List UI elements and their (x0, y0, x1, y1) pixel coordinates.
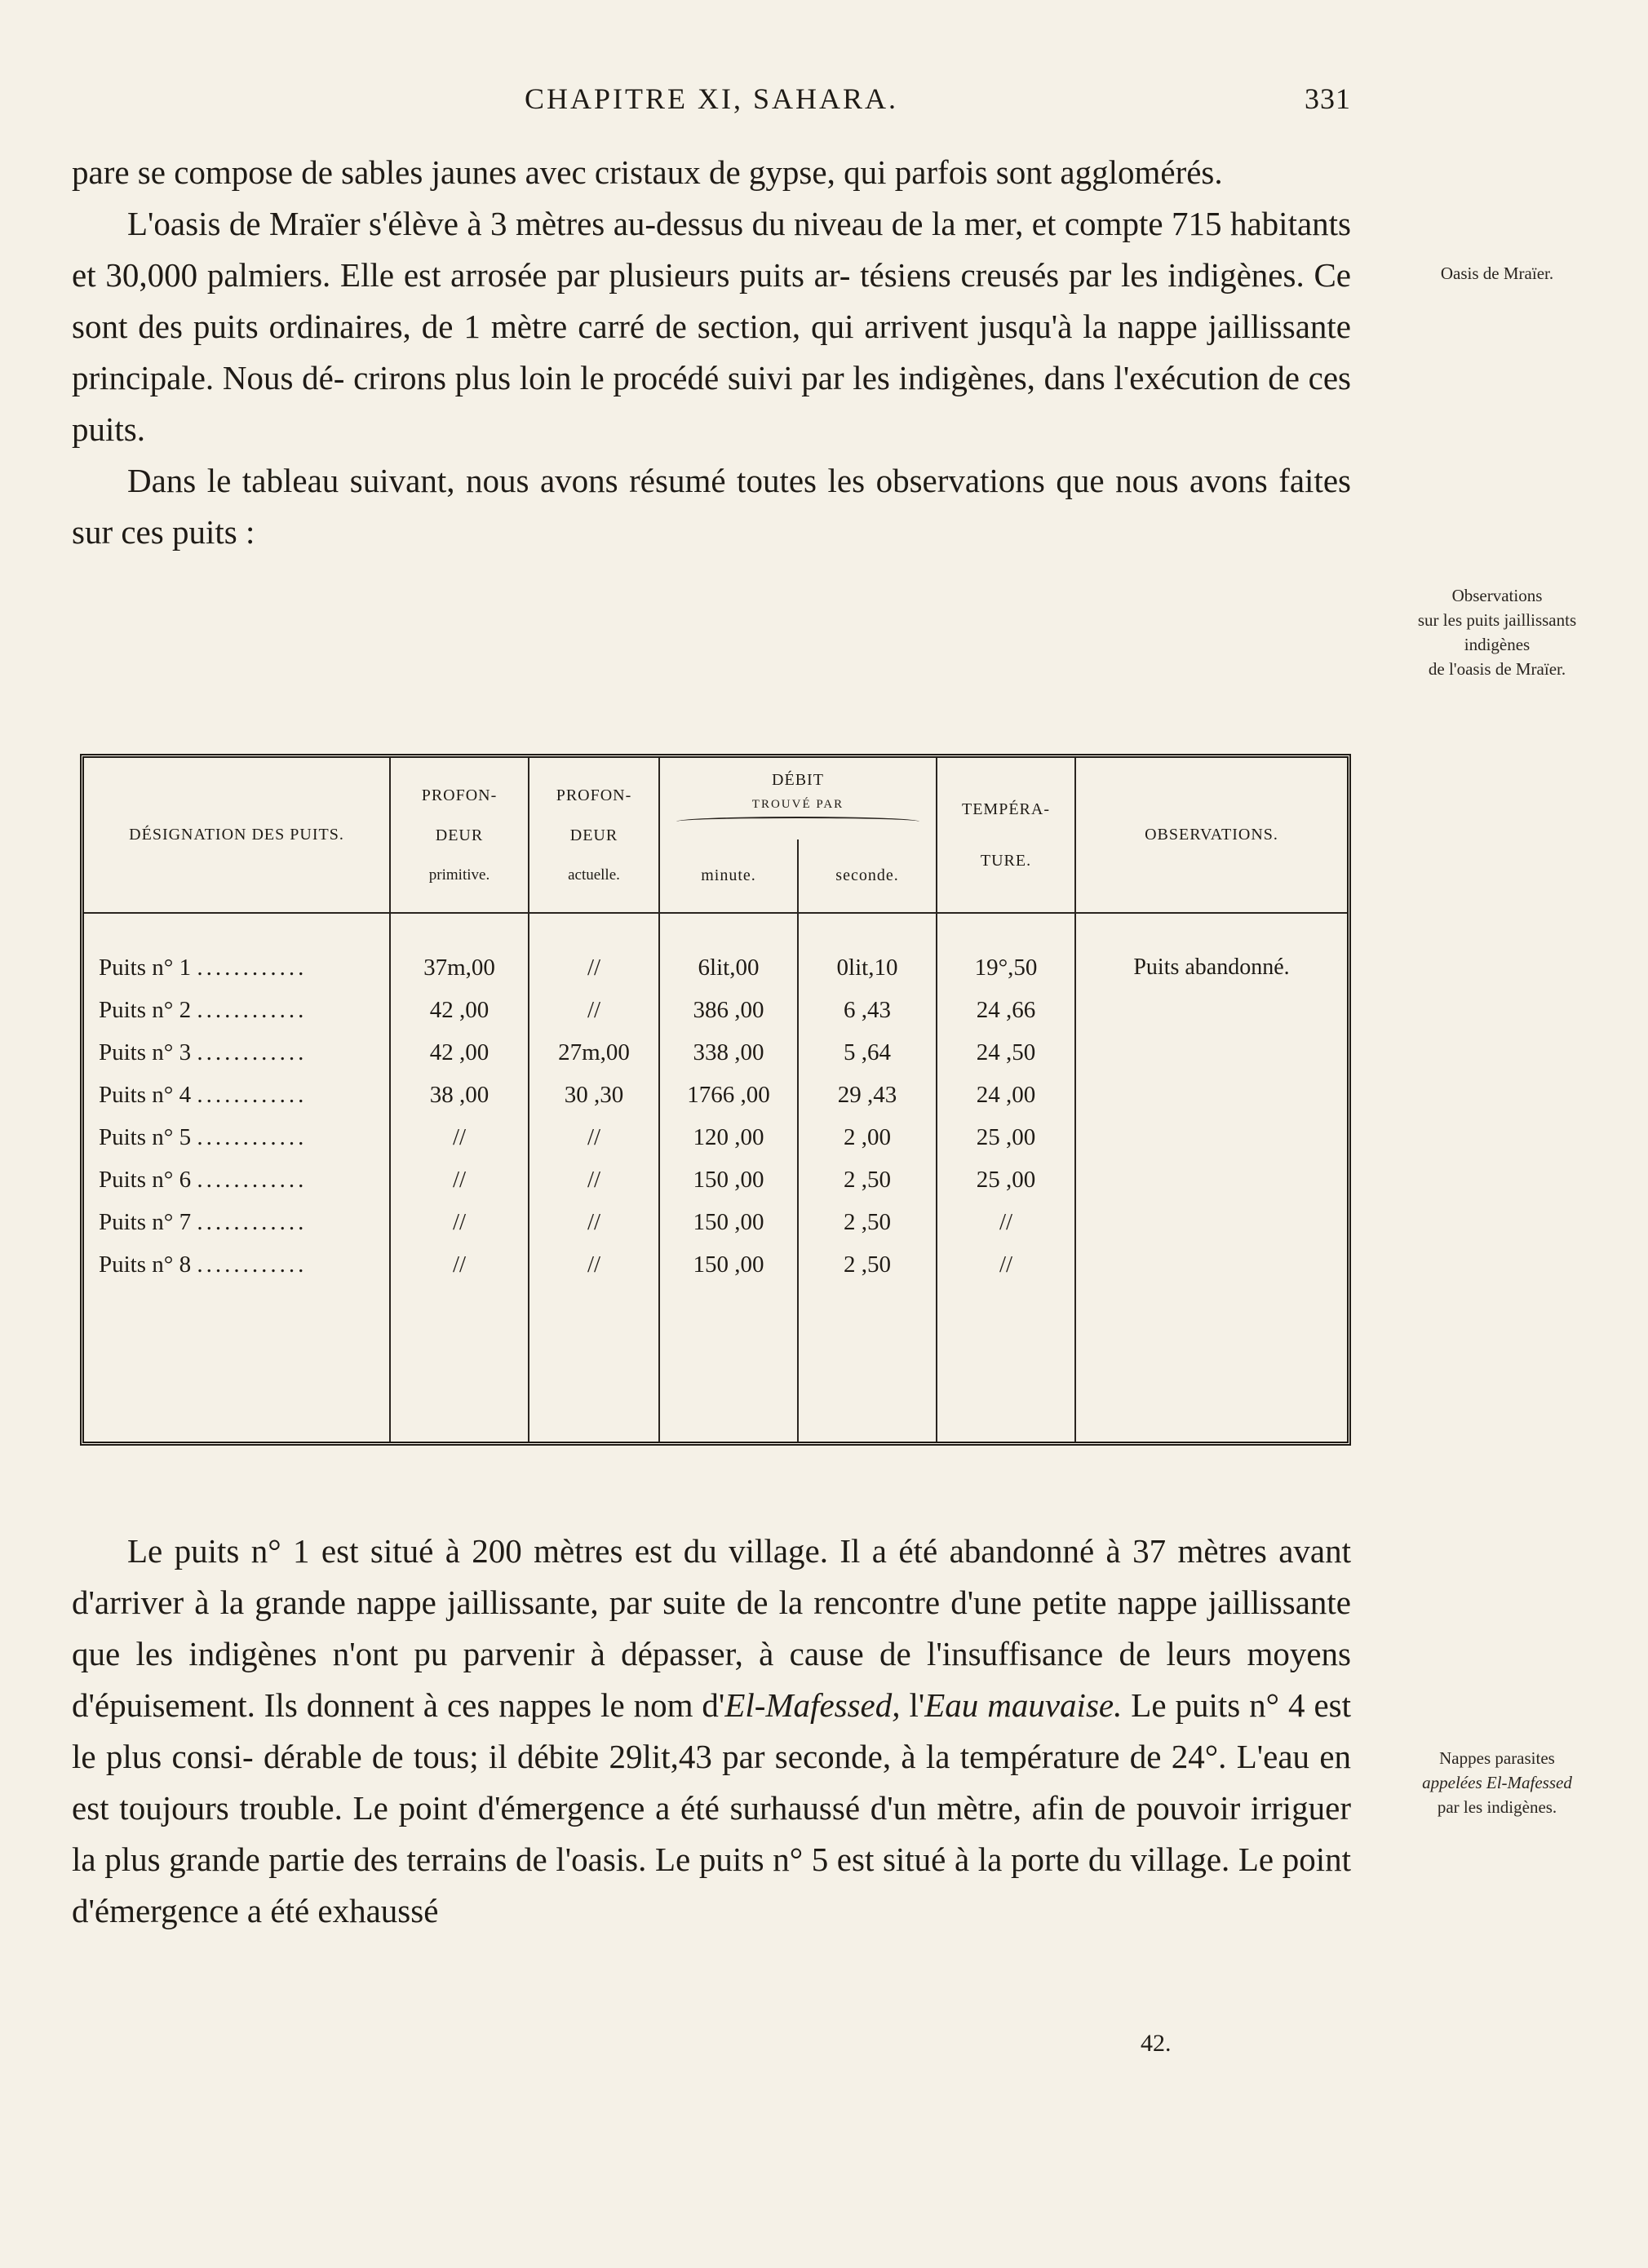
header-debit: DÉBIT TROUVÉ PAR (659, 758, 937, 839)
table-row: Puits n° 6 ............ // // 150 ,00 2 ,50 25 ,00 (84, 1158, 1347, 1201)
bottom-text (72, 1526, 1351, 1937)
header-prof-actuelle: PROFON- DEUR actuelle. (529, 758, 659, 913)
paragraph-1: pare se compose de sables jaunes avec cristaux de gypse, qui parfois sont agglomérés. (72, 153, 1223, 191)
paragraph-2: L'oasis de Mraïer s'élève à 3 mètres au-dessus du niveau de la mer, et compte 715 habitants et 30,000 palmiers. Elle est arrosée par plusieurs puits ar- tésiens creusés par les indigènes. Ce sont des puits ordinaires, de 1 mètre carré de section, qui arrivent jusqu'à la nappe jaillissante principale. Nous dé- crirons plus loin le procédé suivi par les indigènes, dans l'exécution de ces puits. (72, 205, 1352, 448)
observation-cell: Puits abandonné. (1075, 946, 1347, 989)
header-prof-primitive: PROFON- DEUR primitive. (390, 758, 529, 913)
header-seconde: seconde. (798, 839, 937, 913)
header-temperature: TEMPÉRA- TURE. (937, 758, 1075, 913)
brace-mark (676, 817, 919, 826)
paragraph-3: Dans le tableau suivant, nous avons résumé toutes les observations que nous avons faites sur ces puits : (72, 462, 1351, 551)
table-row: Puits n° 3 ............ 42 ,00 27m,00 338 ,00 5 ,64 24 ,50 (84, 1031, 1347, 1074)
table-row: Puits n° 5 ............ // // 120 ,00 2 ,00 25 ,00 (84, 1116, 1347, 1158)
sidenote-oasis: Oasis de Mraïer. (1440, 264, 1554, 283)
running-header (72, 82, 1351, 122)
chapter-title: CHAPITRE XI, SAHARA. (524, 82, 899, 115)
signature-mark: 42. (1141, 2030, 1172, 2057)
table-row: Puits n° 2 ............ 42 ,00 // 386 ,00 6 ,43 24 ,66 (84, 989, 1347, 1031)
wells-table (80, 754, 1351, 1446)
header-minute: minute. (659, 839, 798, 913)
table-row: Puits n° 8 ............ // // 150 ,00 2 ,50 // (84, 1243, 1347, 1286)
page-number: 331 (1305, 82, 1351, 115)
table-row: Puits n° 4 ............ 38 ,00 30 ,30 1766 ,00 29 ,43 24 ,00 (84, 1074, 1347, 1116)
header-observations: OBSERVATIONS. (1075, 758, 1347, 913)
paragraph-4: Le puits n° 1 est situé à 200 mètres est du village. Il a été abandonné à 37 mètres avant d'arriver à la grande nappe jaillissante, par suite de la rencontre d'une petite nappe jaillissante que les indigènes n'ont pu parvenir à dépasser, à cause de l'insuffisance de leurs moyens d'épuisement. Ils donnent à ces nappes le nom d'El-Mafessed, l'Eau mauvaise. Le puits n° 4 est le plus consi- dérable de tous; il débite 29lit,43 par seconde, à la température de 24°. L'eau en est toujours trouble. Le point d'émergence a été surhaussé d'un mètre, afin de pouvoir irriguer la plus grande partie des terrains de l'oasis. Le puits n° 5 est situé à la porte du village. Le point d'émergence a été exhaussé (72, 1532, 1352, 1929)
header-designation: DÉSIGNATION DES PUITS. (84, 758, 390, 913)
table-row: Puits n° 7 ............ // // 150 ,00 2 ,50 // (84, 1201, 1347, 1243)
table-row: Puits n° 1 ............ 37m,00 // 6lit,00 0lit,10 19°,50 Puits abandonné. (84, 946, 1347, 989)
top-text (72, 147, 1351, 558)
sidenote-nappes: Nappes parasites appelées El-Mafessed par les indigènes. (1422, 1748, 1572, 1817)
sidenote-observations: Observations sur les puits jaillissants indigènes de l'oasis de Mraïer. (1417, 586, 1577, 679)
